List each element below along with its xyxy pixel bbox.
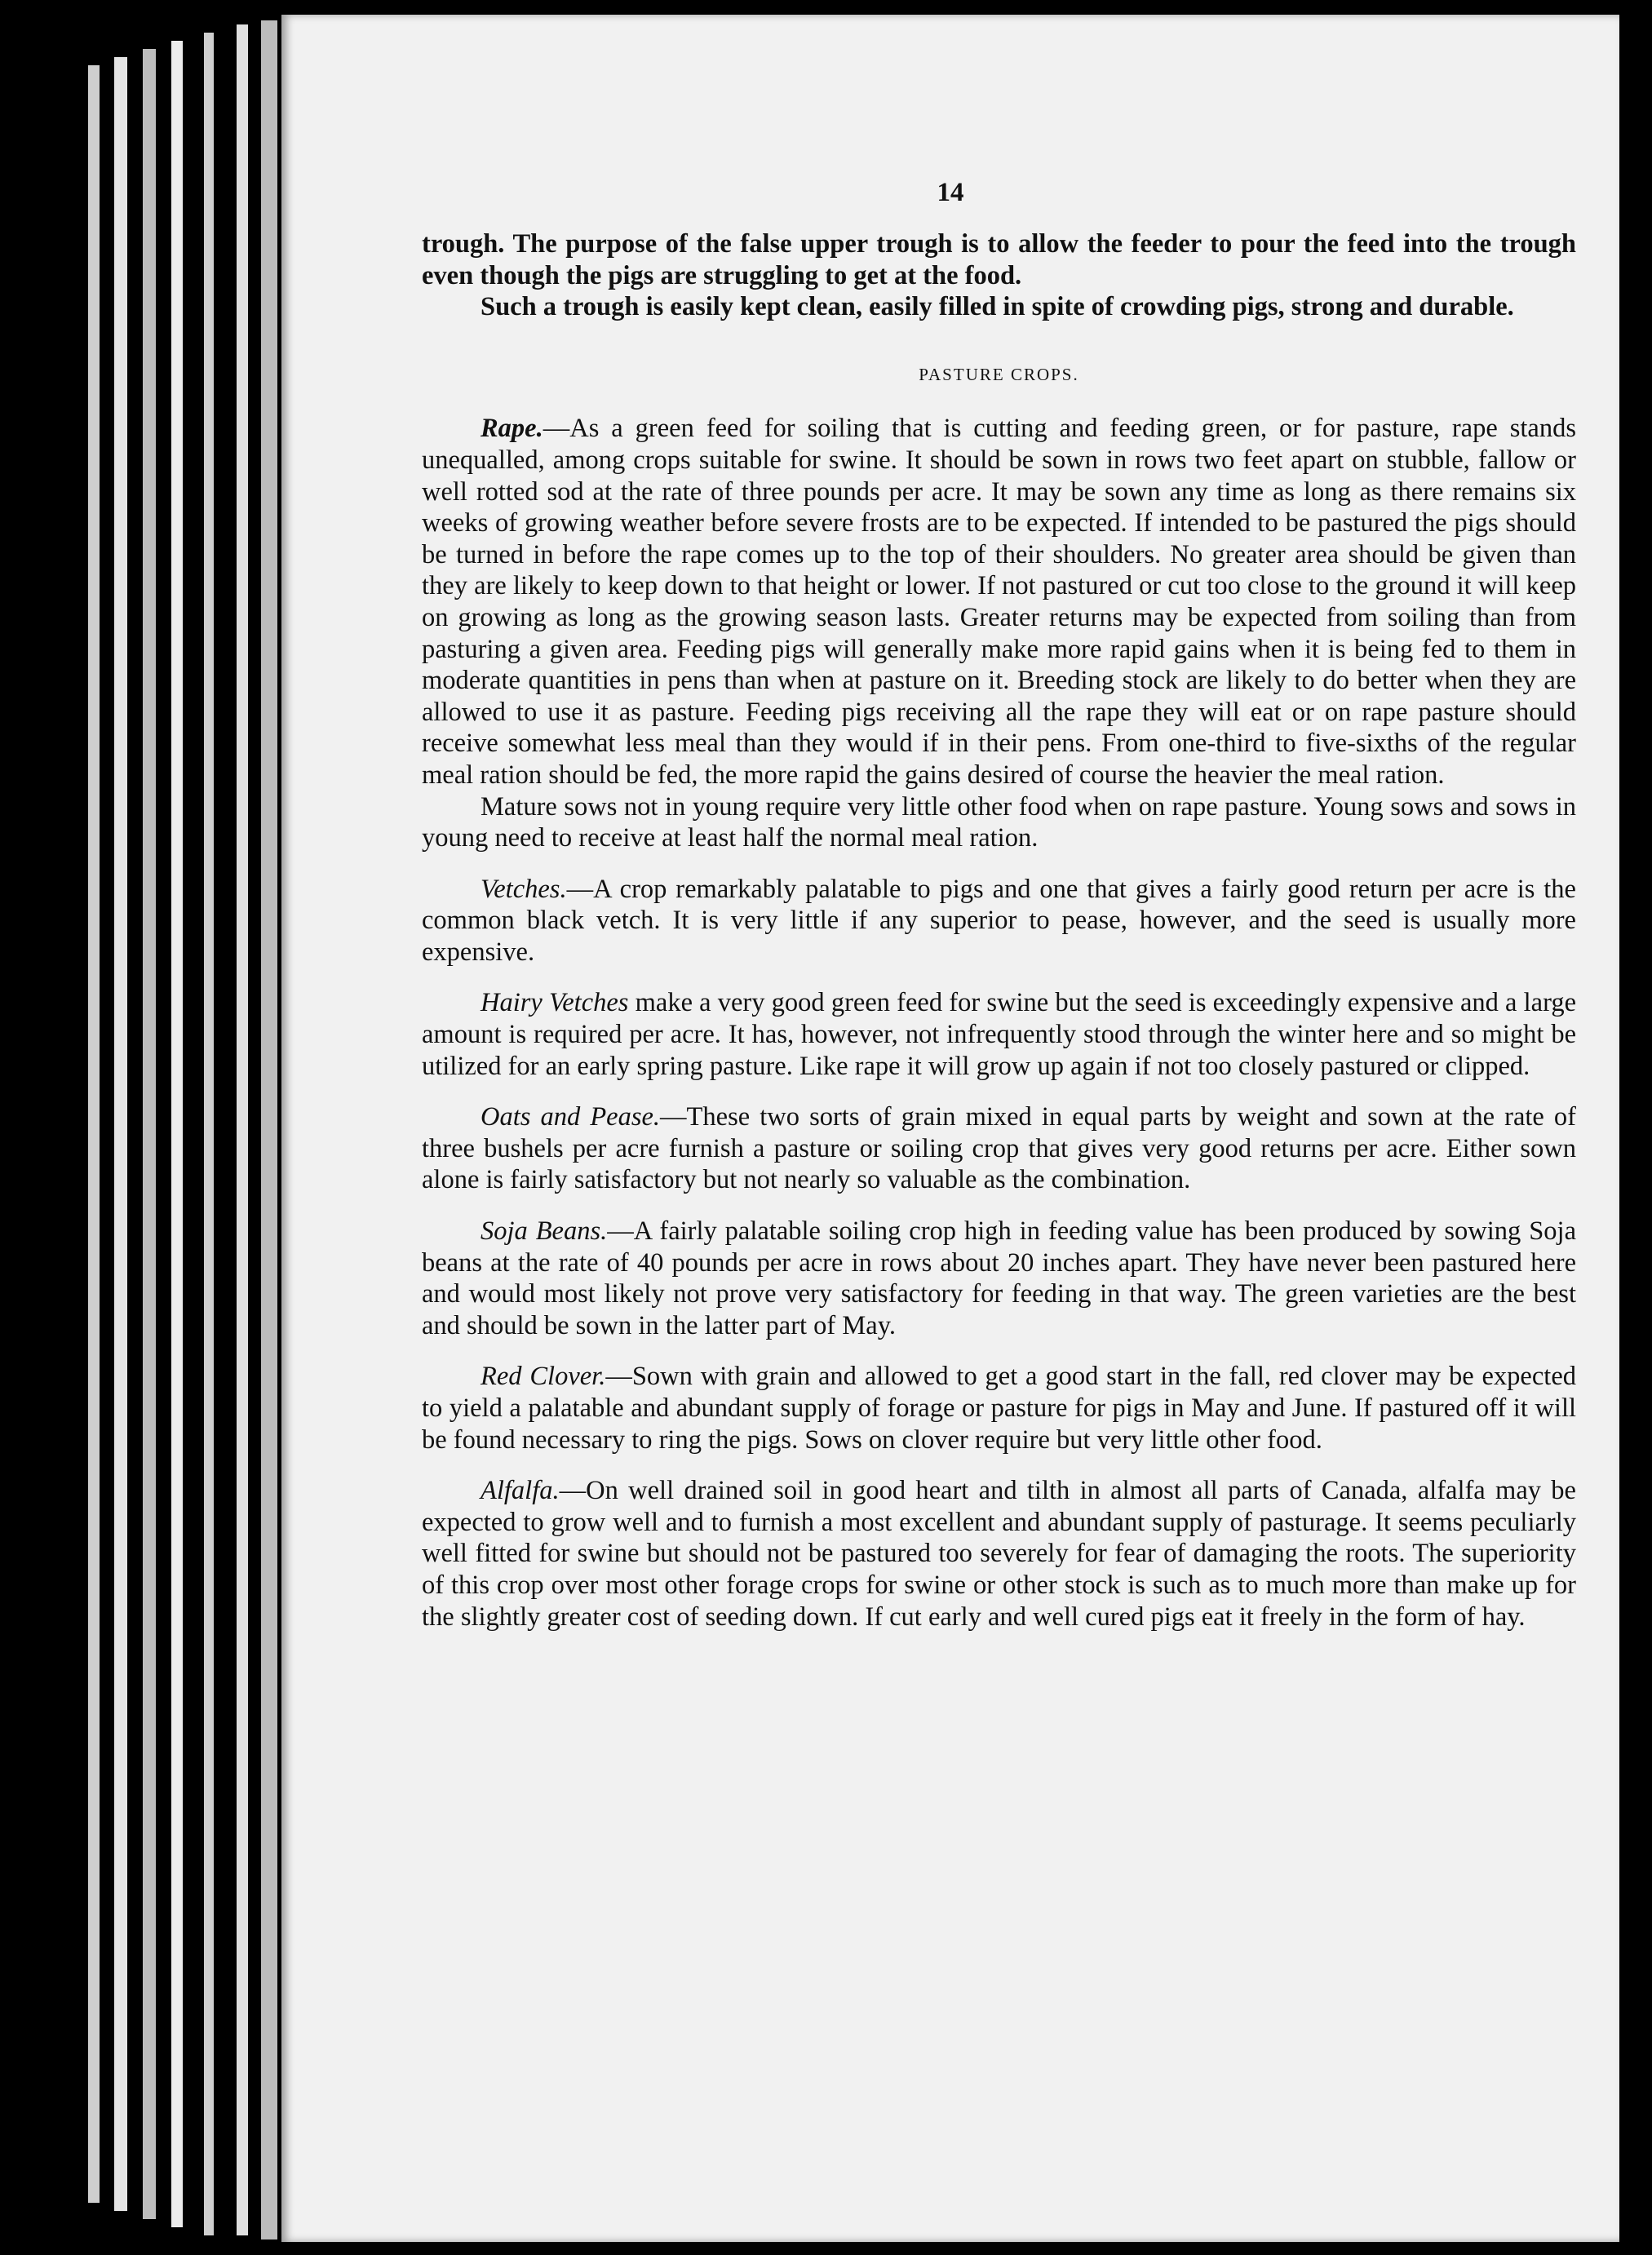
paragraph-heading: Red Clover. xyxy=(481,1362,606,1392)
paragraph-text: —A crop remarkably palatable to pigs and one that gives a fairly good return per acre is the common black vetch. It is very little if any superior to pease, however, and the seed is usually more expensive. xyxy=(422,874,1576,967)
paragraph-heading: Vetches. xyxy=(481,874,567,904)
book-page-edge xyxy=(88,65,100,2203)
paragraph-oats-pease xyxy=(422,1101,1576,1196)
paragraph-heading: Alfalfa. xyxy=(481,1476,560,1506)
book-page-edge xyxy=(261,20,277,2239)
paragraph-soja-beans xyxy=(422,1216,1576,1341)
paragraph-text: —As a green feed for soiling that is cutting and feeding green, or for pasture, rape stands unequalled, among crops suitable for swine. It should be sown in rows two feet apart on stubble, fallow or well rotted sod at the rate of three pounds per acre. It may be sown any time as long as there remains six weeks of growing weather before severe frosts are to be expected. If intended to be pastured the pigs should be turned in before the rape comes up to the top of their shoulders. No greater area should be given than they are likely to keep down to that height or lower. If not pastured or cut too close to the ground it will keep on growing as long as the growing season lasts. Greater returns may be expected from soiling than from pasturing a given area. Feeding pigs will generally make more rapid gains when it is being fed to them in moderate quantities in pens than when at pasture on it. Breeding stock are likely to do better when they are allowed to use it as pasture. Feeding pigs receiving all the rape they will eat or on rape pasture should receive somewhat less meal than they would if in their pens. From one-third to five-sixths of the regular meal ration should be fed, the more rapid the gains desired of course the heavier the meal ration. xyxy=(422,414,1576,790)
paragraph-heading: Hairy Vetches xyxy=(481,988,629,1018)
paragraph-text: —A fairly palatable soiling crop high in feeding value has been produced by sowing Soja beans at the rate of 40 pounds per acre in rows about 20 inches apart. They have never been pastured here and would most likely not prove very satisfactory for feeding in that way. The green varieties are the best and should be sown in the latter part of May. xyxy=(422,1216,1576,1340)
paragraph-text: —On well drained soil in good heart and tilth in almost all parts of Canada, alfalfa may be expected to grow well and to furnish a most excellent and abundant supply of pasturage. It seems peculiarly well fitted for swine but should not be pastured too severely for fear of damaging the roots. The superiority of this crop over most other forage crops for swine or other stock is such as to much more than make up for the slightly greater cost of seeding down. If cut early and well cured pigs eat it freely in the form of hay. xyxy=(422,1476,1576,1632)
section-heading: PASTURE CROPS. xyxy=(919,364,1079,384)
paragraph-heading: Oats and Pease. xyxy=(481,1102,661,1132)
intro-paragraph: Such a trough is easily kept clean, easily filled in spite of crowding pigs, strong and durable. xyxy=(481,292,1514,322)
book-page-edge xyxy=(171,41,183,2227)
paragraph-text: —These two sorts of grain mixed in equal parts by weight and sown at the rate of three bushels per acre furnish a pasture or soiling crop that gives very good returns per acre. Either sown alone is fairly satisfactory but not nearly so valuable as the combination. xyxy=(422,1102,1576,1195)
paragraph-text: make a very good green feed for swine but the seed is exceedingly expensive and a large amount is required per acre. It has, however, not infrequently stood through the winter here and so might be utilized for an early spring pasture. Like rape it will grow up again if not too closely pastured or clipped. xyxy=(422,988,1577,1081)
paragraph-hairy-vetches xyxy=(422,987,1576,1082)
document-page xyxy=(281,15,1619,2242)
book-page-edge xyxy=(204,33,214,2235)
page-body xyxy=(422,228,1576,1633)
paragraph-rape xyxy=(422,413,1576,791)
paragraph-vetches xyxy=(422,874,1576,968)
page-number: 14 xyxy=(937,178,964,207)
paragraph-mature-sows: Mature sows not in young require very little other food when on rape pasture. Young sows and sows in young need to receive at least half the normal meal ration. xyxy=(422,791,1576,853)
paragraph-text: —Sown with grain and allowed to get a good start in the fall, red clover may be expected to yield a palatable and abundant supply of forage or pasture for pigs in May and June. If pastured off it will be found necessary to ring the pigs. Sows on clover require but very little other food. xyxy=(422,1362,1576,1455)
paragraph-heading: Soja Beans. xyxy=(481,1216,608,1247)
paragraph-red-clover xyxy=(422,1361,1576,1455)
book-page-edge xyxy=(143,49,156,2219)
intro-paragraph: trough. The purpose of the false upper trough is to allow the feeder to pour the feed into the trough even though the pigs are struggling to get at the food. xyxy=(422,229,1576,290)
book-page-edge xyxy=(237,24,248,2235)
paragraph-heading: Rape. xyxy=(481,414,543,444)
book-page-edge xyxy=(114,57,127,2211)
paragraph-alfalfa xyxy=(422,1475,1576,1633)
